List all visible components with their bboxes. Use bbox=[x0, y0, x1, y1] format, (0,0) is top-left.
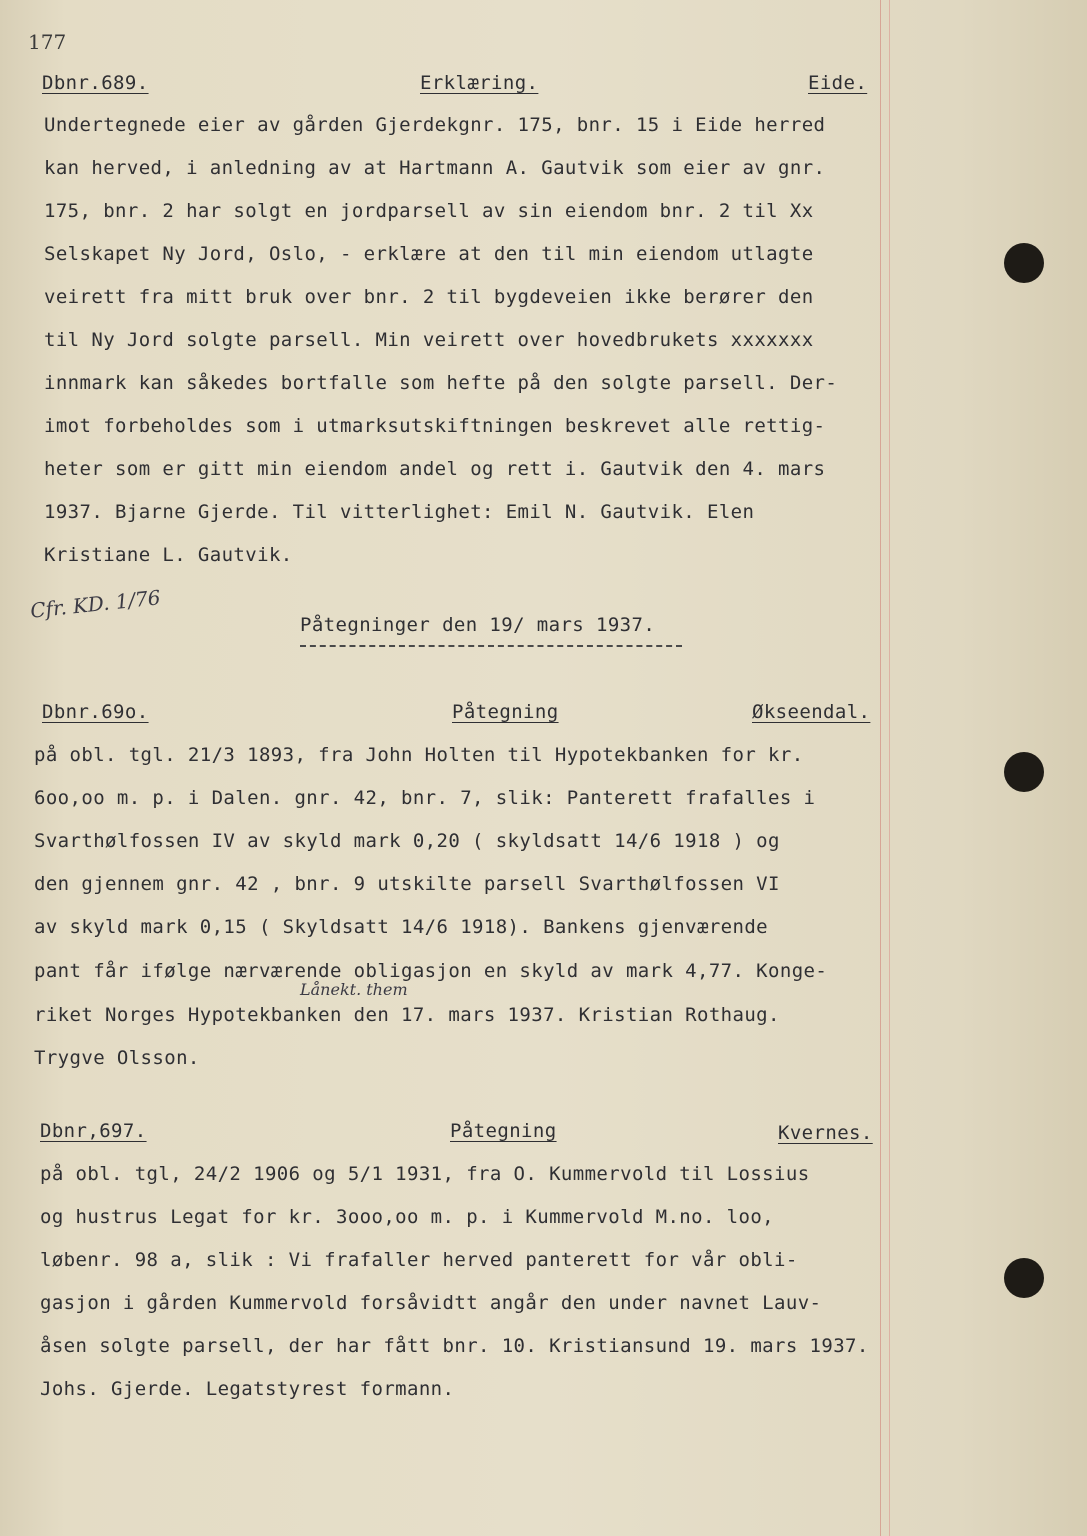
entry-line: riket Norges Hypotekbanken den 17. mars 1937. Kristian Rothaug. bbox=[34, 1004, 780, 1026]
entry-line: heter som er gitt min eiendom andel og rett i. Gautvik den 4. mars bbox=[44, 458, 826, 480]
entry-number: Dbnr.689. bbox=[42, 72, 149, 94]
entry-line: Kristiane L. Gautvik. bbox=[44, 544, 293, 566]
entry-title: Erklæring. bbox=[420, 72, 539, 94]
entry-line: på obl. tgl. 21/3 1893, fra John Holten til Hypotekbanken for kr. bbox=[34, 744, 804, 766]
entry-place: Kvernes. bbox=[778, 1122, 873, 1144]
section-heading: Påtegninger den 19/ mars 1937. bbox=[300, 614, 656, 636]
entry-line: gasjon i gården Kummervold forsåvidtt angår den under navnet Lauv- bbox=[40, 1292, 822, 1314]
margin-rule-secondary bbox=[889, 0, 890, 1536]
entry-line: åsen solgte parsell, der har fått bnr. 10. Kristiansund 19. mars 1937. bbox=[40, 1335, 869, 1357]
entry-place: Økseendal. bbox=[752, 701, 871, 723]
entry-title: Påtegning bbox=[450, 1120, 557, 1142]
entry-line: pant får ifølge nærværende obligasjon en skyld av mark 4,77. Konge- bbox=[34, 960, 828, 982]
entry-line: Svarthølfossen IV av skyld mark 0,20 ( skyldsatt 14/6 1918 ) og bbox=[34, 830, 780, 852]
binder-hole bbox=[1004, 1258, 1044, 1298]
entry-line: av skyld mark 0,15 ( Skyldsatt 14/6 1918). Bankens gjenværende bbox=[34, 916, 769, 938]
section-divider bbox=[300, 645, 682, 647]
entry-line: 1937. Bjarne Gjerde. Til vitterlighet: Emil N. Gautvik. Elen bbox=[44, 501, 755, 523]
entry-line: imot forbeholdes som i utmarksutskiftningen beskrevet alle rettig- bbox=[44, 415, 826, 437]
entry-place: Eide. bbox=[808, 72, 868, 94]
entry-line: kan herved, i anledning av at Hartmann A. Gautvik som eier av gnr. bbox=[44, 157, 826, 179]
entry-line: 6oo,oo m. p. i Dalen. gnr. 42, bnr. 7, slik: Panterett frafalles i bbox=[34, 787, 816, 809]
entry-line: løbenr. 98 a, slik : Vi frafaller herved panterett for vår obli- bbox=[40, 1249, 798, 1271]
entry-line: Selskapet Ny Jord, Oslo, - erklære at den til min eiendom utlagte bbox=[44, 243, 814, 265]
entry-line: og hustrus Legat for kr. 3ooo,oo m. p. i Kummervold M.no. loo, bbox=[40, 1206, 775, 1228]
entry-line: Undertegnede eier av gården Gjerdekgnr. 175, bnr. 15 i Eide herred bbox=[44, 114, 826, 136]
entry-title: Påtegning bbox=[452, 701, 559, 723]
margin-rule bbox=[880, 0, 881, 1536]
entry-line: 175, bnr. 2 har solgt en jordparsell av sin eiendom bnr. 2 til Xx bbox=[44, 200, 814, 222]
entry-line: Johs. Gjerde. Legatstyrest formann. bbox=[40, 1378, 455, 1400]
inserted-handwritten-note: Lånekt. them bbox=[300, 980, 408, 999]
entry-line: til Ny Jord solgte parsell. Min veirett over hovedbrukets xxxxxxx bbox=[44, 329, 814, 351]
margin-handwritten-note: Cfr. KD. 1/76 bbox=[29, 585, 162, 623]
entry-line: Trygve Olsson. bbox=[34, 1047, 200, 1069]
entry-number: Dbnr,697. bbox=[40, 1120, 147, 1142]
entry-line: på obl. tgl, 24/2 1906 og 5/1 1931, fra O. Kummervold til Lossius bbox=[40, 1163, 810, 1185]
entry-line: innmark kan såkedes bortfalle som hefte på den solgte parsell. Der- bbox=[44, 372, 838, 394]
binder-hole bbox=[1004, 752, 1044, 792]
entry-line: den gjennem gnr. 42 , bnr. 9 utskilte parsell Svarthølfossen VI bbox=[34, 873, 780, 895]
entry-number: Dbnr.69o. bbox=[42, 701, 149, 723]
page-number: 177 bbox=[28, 30, 67, 54]
binder-hole bbox=[1004, 243, 1044, 283]
entry-line: veirett fra mitt bruk over bnr. 2 til bygdeveien ikke berører den bbox=[44, 286, 814, 308]
